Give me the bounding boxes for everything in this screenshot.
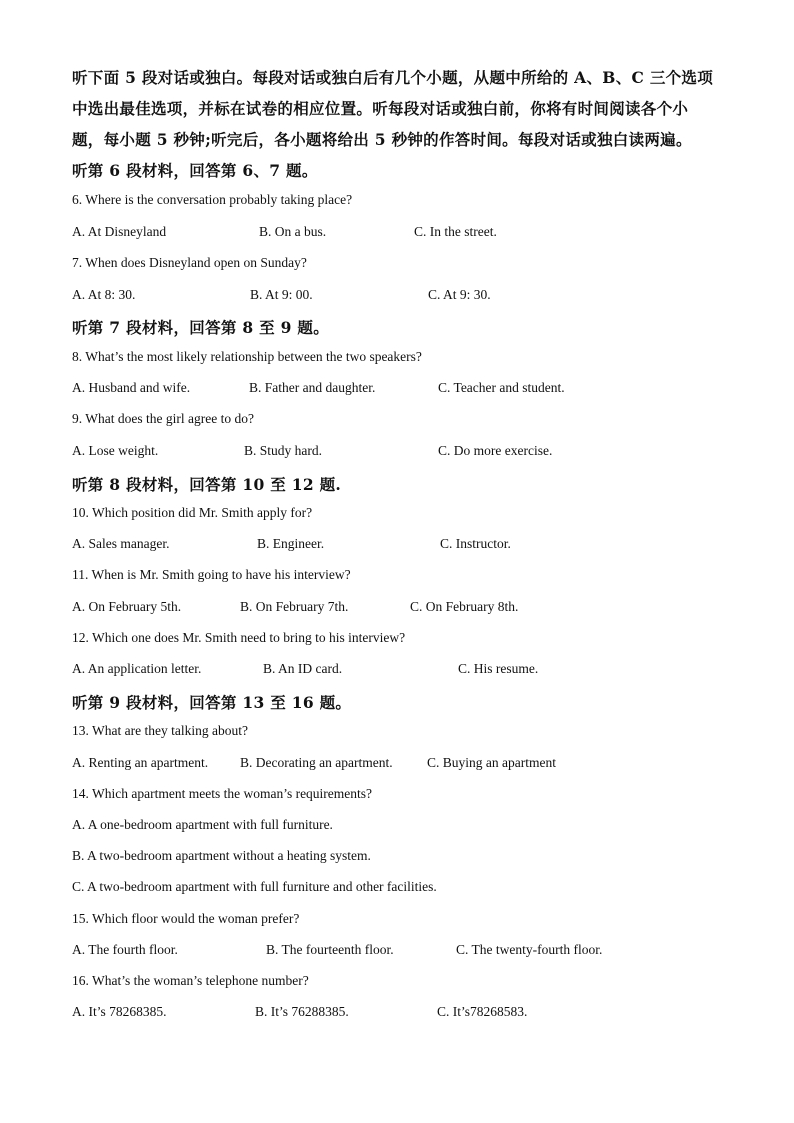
question-8-option-b: B. Father and daughter. [249, 380, 376, 395]
question-7: 7. When does Disneyland open on Sunday? [72, 255, 307, 270]
question-9-option-a: A. Lose weight. [72, 443, 159, 458]
question-15-option-a: A. The fourth floor. [72, 942, 178, 957]
question-7-option-b: B. At 9: 00. [250, 287, 313, 302]
question-12: 12. Which one does Mr. Smith need to bring to his interview? [72, 630, 406, 645]
question-8-option-a: A. Husband and wife. [72, 380, 191, 395]
question-6-option-c: C. In the street. [414, 224, 497, 239]
question-10: 10. Which position did Mr. Smith apply for? [72, 505, 313, 520]
question-14-option-b: B. A two-bedroom apartment without a heating system. [72, 848, 371, 863]
instructions-line-1: 听下面 5 段对话或独白。每段对话或独白后有几个小题，从题中所给的 A、B、C 三个选项 [72, 68, 714, 87]
question-11: 11. When is Mr. Smith going to have his interview? [72, 567, 351, 582]
question-12-option-c: C. His resume. [458, 661, 539, 676]
question-15-option-c: C. The twenty-fourth floor. [456, 942, 603, 957]
question-9-option-c: C. Do more exercise. [438, 443, 553, 458]
question-11-option-c: C. On February 8th. [410, 599, 519, 614]
question-14-option-c: C. A two-bedroom apartment with full furniture and other facilities. [72, 879, 437, 894]
question-10-option-a: A. Sales manager. [72, 536, 170, 551]
section-heading-9: 听第 9 段材料，回答第 13 至 16 题。 [72, 693, 352, 712]
question-7-option-c: C. At 9: 30. [428, 287, 491, 302]
question-14: 14. Which apartment meets the woman’s requirements? [72, 786, 373, 801]
question-13-option-c: C. Buying an apartment [427, 755, 556, 770]
section-heading-7: 听第 7 段材料，回答第 8 至 9 题。 [72, 318, 330, 337]
question-14-option-a: A. A one-bedroom apartment with full furniture. [72, 817, 333, 832]
question-10-option-c: C. Instructor. [440, 536, 511, 551]
question-7-option-a: A. At 8: 30. [72, 287, 136, 302]
section-heading-6: 听第 6 段材料，回答第 6、7 题。 [72, 161, 318, 180]
question-6-option-a: A. At Disneyland [72, 224, 167, 239]
question-13-option-b: B. Decorating an apartment. [240, 755, 393, 770]
question-6: 6. Where is the conversation probably taking place? [72, 192, 353, 207]
question-12-option-b: B. An ID card. [263, 661, 343, 676]
question-16-option-c: C. It’s78268583. [437, 1004, 528, 1019]
question-15-option-b: B. The fourteenth floor. [266, 942, 394, 957]
instructions-line-3: 题，每小题 5 秒钟;听完后，各小题将给出 5 秒钟的作答时间。每段对话或独白读两遍。 [72, 130, 692, 149]
question-9: 9. What does the girl agree to do? [72, 411, 254, 426]
question-15: 15. Which floor would the woman prefer? [72, 911, 300, 926]
question-13: 13. What are they talking about? [72, 723, 248, 738]
question-16: 16. What’s the woman’s telephone number? [72, 973, 309, 988]
question-6-option-b: B. On a bus. [259, 224, 327, 239]
question-11-option-a: A. On February 5th. [72, 599, 182, 614]
question-12-option-a: A. An application letter. [72, 661, 202, 676]
instructions-line-2: 中选出最佳选项，并标在试卷的相应位置。听每段对话或独白前，你将有时间阅读各个小 [72, 99, 689, 118]
question-10-option-b: B. Engineer. [257, 536, 325, 551]
question-16-option-b: B. It’s 76288385. [255, 1004, 349, 1019]
question-11-option-b: B. On February 7th. [240, 599, 349, 614]
question-16-option-a: A. It’s 78268385. [72, 1004, 167, 1019]
question-8: 8. What’s the most likely relationship between the two speakers? [72, 349, 422, 364]
question-13-option-a: A. Renting an apartment. [72, 755, 209, 770]
question-9-option-b: B. Study hard. [244, 443, 323, 458]
question-8-option-c: C. Teacher and student. [438, 380, 565, 395]
section-heading-8: 听第 8 段材料，回答第 10 至 12 题. [72, 475, 342, 494]
